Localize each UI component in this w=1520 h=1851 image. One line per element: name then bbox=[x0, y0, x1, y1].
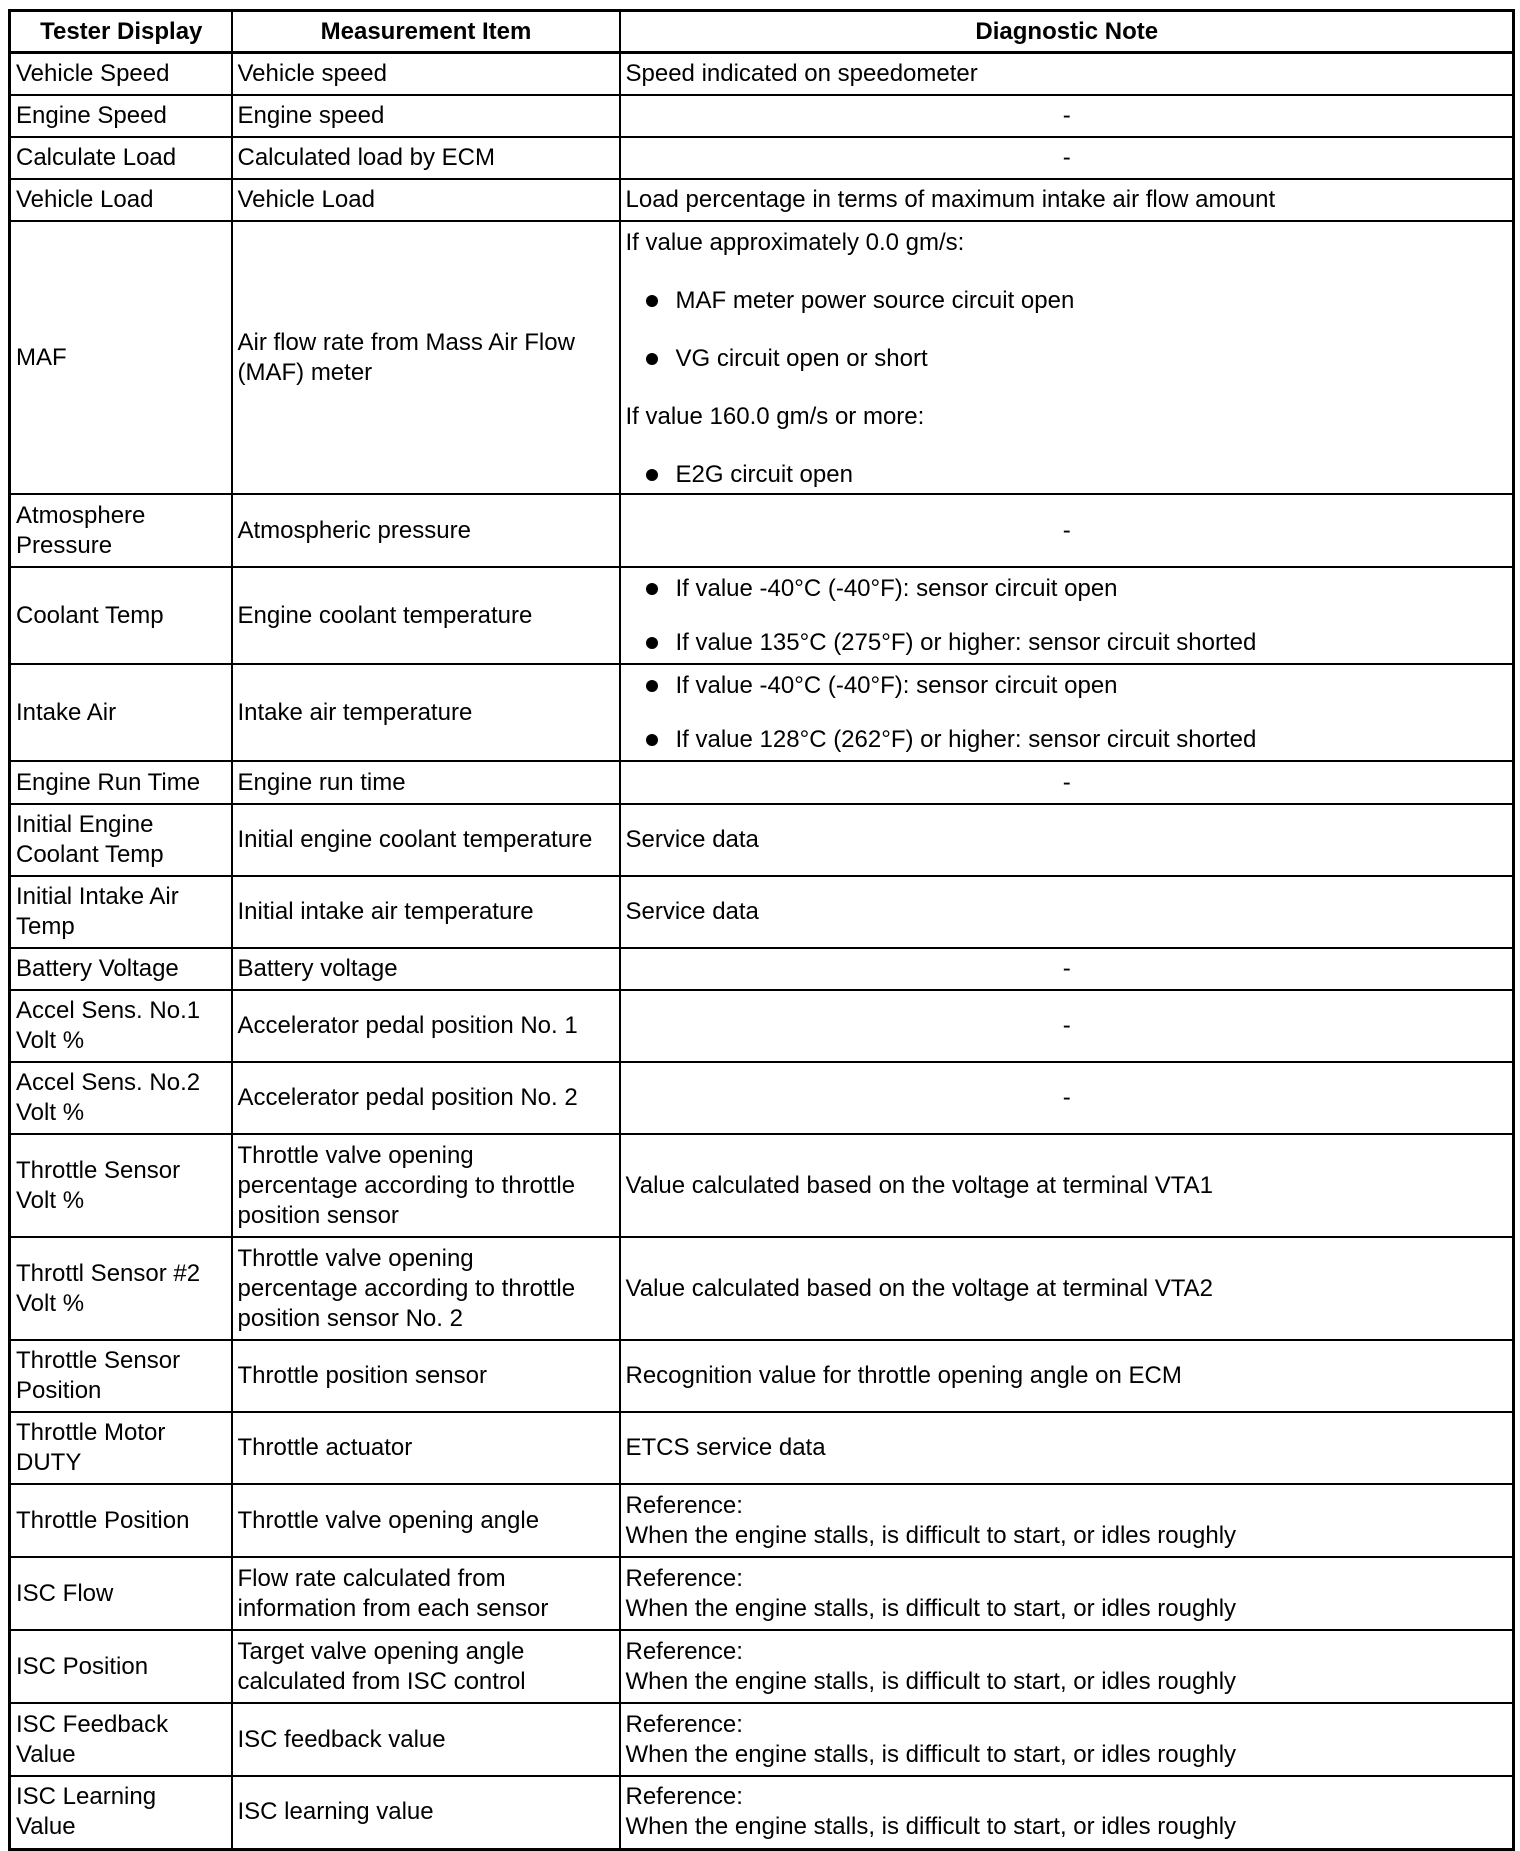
table-row bbox=[10, 1340, 1514, 1412]
diagnostic-note-cell: - bbox=[620, 95, 1514, 137]
diagnostic-note-cell bbox=[620, 221, 1514, 494]
header-diagnostic-note: Diagnostic Note bbox=[620, 11, 1514, 53]
note-bullet: E2G circuit open bbox=[626, 460, 1509, 490]
table-row bbox=[10, 179, 1514, 221]
note-bullet: MAF meter power source circuit open bbox=[626, 286, 1509, 316]
tester-display-cell: ISC Position bbox=[10, 1630, 232, 1703]
measurement-item-line: (MAF) meter bbox=[237, 358, 373, 386]
diagnostic-note-cell: - bbox=[620, 948, 1514, 990]
bullet-icon bbox=[646, 680, 658, 692]
table-row bbox=[10, 1703, 1514, 1776]
measurement-item-cell: Battery voltage bbox=[232, 948, 620, 990]
tester-display-cell: Coolant Temp bbox=[10, 567, 232, 664]
tester-display-cell: ISC Flow bbox=[10, 1557, 232, 1630]
tester-display-cell: Throttle Sensor Position bbox=[10, 1340, 232, 1412]
diagnostic-note-cell: ETCS service data bbox=[620, 1412, 1514, 1484]
table-row bbox=[10, 494, 1514, 567]
table-row bbox=[10, 761, 1514, 804]
bullet-icon bbox=[646, 353, 658, 365]
diagnostic-note-cell: Value calculated based on the voltage at terminal VTA2 bbox=[620, 1237, 1514, 1340]
tester-display-cell: Accel Sens. No.2 Volt % bbox=[10, 1062, 232, 1134]
diagnostic-note-cell: Speed indicated on speedometer bbox=[620, 53, 1514, 96]
diagnostic-note-cell: Recognition value for throttle opening angle on ECM bbox=[620, 1340, 1514, 1412]
tester-display-cell: Initial Intake Air Temp bbox=[10, 876, 232, 948]
diagnostic-note-cell: Load percentage in terms of maximum intake air flow amount bbox=[620, 179, 1514, 221]
tester-display-cell: Engine Run Time bbox=[10, 761, 232, 804]
data-list-page bbox=[8, 9, 1512, 1851]
diagnostic-note-cell: - bbox=[620, 761, 1514, 804]
bullet-icon bbox=[646, 734, 658, 746]
diagnostic-note-cell: Reference: When the engine stalls, is difficult to start, or idles roughly bbox=[620, 1776, 1514, 1849]
header-tester-display: Tester Display bbox=[10, 11, 232, 53]
measurement-item-cell: Accelerator pedal position No. 2 bbox=[232, 1062, 620, 1134]
tester-display-cell: Intake Air bbox=[10, 664, 232, 761]
diagnostic-note-cell: Reference: When the engine stalls, is difficult to start, or idles roughly bbox=[620, 1703, 1514, 1776]
tester-display-cell: Throttle Position bbox=[10, 1484, 232, 1557]
table-row bbox=[10, 567, 1514, 664]
note-bullet: If value 135°C (275°F) or higher: sensor circuit shorted bbox=[626, 628, 1509, 658]
tester-display-cell: Vehicle Speed bbox=[10, 53, 232, 96]
tester-display-cell: ISC Learning Value bbox=[10, 1776, 232, 1849]
table-row bbox=[10, 664, 1514, 761]
note-bullet: If value 128°C (262°F) or higher: sensor circuit shorted bbox=[626, 725, 1509, 755]
bullet-icon bbox=[646, 637, 658, 649]
table-row bbox=[10, 1630, 1514, 1703]
tester-display-cell: Calculate Load bbox=[10, 137, 232, 179]
header-row bbox=[10, 11, 1514, 53]
note-bullet: VG circuit open or short bbox=[626, 344, 1509, 374]
diagnostic-note-cell bbox=[620, 567, 1514, 664]
diagnostic-note-cell: Service data bbox=[620, 876, 1514, 948]
note-paragraph: If value 160.0 gm/s or more: bbox=[625, 403, 925, 430]
tester-display-cell: Atmosphere Pressure bbox=[10, 494, 232, 567]
tester-display-cell: MAF bbox=[10, 221, 232, 494]
diagnostic-note-cell: Value calculated based on the voltage at terminal VTA1 bbox=[620, 1134, 1514, 1237]
measurement-item-cell: Flow rate calculated from information from each sensor bbox=[232, 1557, 620, 1630]
diagnostic-note-cell: - bbox=[620, 494, 1514, 567]
tester-display-cell: Throttle Sensor Volt % bbox=[10, 1134, 232, 1237]
measurement-item-cell: Throttle actuator bbox=[232, 1412, 620, 1484]
measurement-item-cell: ISC learning value bbox=[232, 1776, 620, 1849]
note-paragraph: If value approximately 0.0 gm/s: bbox=[625, 229, 965, 256]
measurement-item-cell: Atmospheric pressure bbox=[232, 494, 620, 567]
table-row bbox=[10, 1557, 1514, 1630]
measurement-item-line: Air flow rate from Mass Air Flow bbox=[237, 328, 575, 356]
diagnostic-note-cell: - bbox=[620, 1062, 1514, 1134]
table-row bbox=[10, 1237, 1514, 1340]
measurement-item-cell: ISC feedback value bbox=[232, 1703, 620, 1776]
tester-data-table bbox=[8, 9, 1515, 1851]
tester-display-cell: Throttl Sensor #2 Volt % bbox=[10, 1237, 232, 1340]
table-row bbox=[10, 804, 1514, 876]
diagnostic-note-cell: Reference: When the engine stalls, is difficult to start, or idles roughly bbox=[620, 1484, 1514, 1557]
table-row bbox=[10, 221, 1514, 494]
measurement-item-cell: Engine speed bbox=[232, 95, 620, 137]
table-row bbox=[10, 1484, 1514, 1557]
diagnostic-note-cell bbox=[620, 664, 1514, 761]
measurement-item-cell: Engine coolant temperature bbox=[232, 567, 620, 664]
bullet-icon bbox=[646, 583, 658, 595]
table-row bbox=[10, 53, 1514, 96]
measurement-item-cell bbox=[232, 221, 620, 494]
measurement-item-cell: Engine run time bbox=[232, 761, 620, 804]
bullet-icon bbox=[646, 295, 658, 307]
table-row bbox=[10, 137, 1514, 179]
measurement-item-cell: Vehicle Load bbox=[232, 179, 620, 221]
table-row bbox=[10, 990, 1514, 1062]
tester-display-cell: Initial Engine Coolant Temp bbox=[10, 804, 232, 876]
measurement-item-cell: Throttle valve opening percentage according to throttle position sensor No. 2 bbox=[232, 1237, 620, 1340]
table-row bbox=[10, 1412, 1514, 1484]
table-row bbox=[10, 1776, 1514, 1849]
tester-display-cell: Vehicle Load bbox=[10, 179, 232, 221]
note-bullet: If value -40°C (-40°F): sensor circuit open bbox=[626, 574, 1509, 604]
diagnostic-note-cell: Reference: When the engine stalls, is difficult to start, or idles roughly bbox=[620, 1557, 1514, 1630]
measurement-item-cell: Vehicle speed bbox=[232, 53, 620, 96]
measurement-item-cell: Throttle valve opening angle bbox=[232, 1484, 620, 1557]
measurement-item-cell: Initial engine coolant temperature bbox=[232, 804, 620, 876]
tester-display-cell: ISC Feedback Value bbox=[10, 1703, 232, 1776]
note-bullet: If value -40°C (-40°F): sensor circuit open bbox=[626, 671, 1509, 701]
bullet-icon bbox=[646, 469, 658, 481]
measurement-item-cell: Throttle valve opening percentage according to throttle position sensor bbox=[232, 1134, 620, 1237]
measurement-item-cell: Calculated load by ECM bbox=[232, 137, 620, 179]
measurement-item-cell: Target valve opening angle calculated from ISC control bbox=[232, 1630, 620, 1703]
measurement-item-cell: Initial intake air temperature bbox=[232, 876, 620, 948]
table-row bbox=[10, 948, 1514, 990]
table-row bbox=[10, 95, 1514, 137]
header-measurement-item: Measurement Item bbox=[232, 11, 620, 53]
table-row bbox=[10, 1062, 1514, 1134]
measurement-item-cell: Throttle position sensor bbox=[232, 1340, 620, 1412]
measurement-item-cell: Intake air temperature bbox=[232, 664, 620, 761]
tester-display-cell: Throttle Motor DUTY bbox=[10, 1412, 232, 1484]
measurement-item-cell: Accelerator pedal position No. 1 bbox=[232, 990, 620, 1062]
table-row bbox=[10, 1134, 1514, 1237]
diagnostic-note-cell: - bbox=[620, 137, 1514, 179]
tester-display-cell: Battery Voltage bbox=[10, 948, 232, 990]
tester-display-cell: Engine Speed bbox=[10, 95, 232, 137]
table-row bbox=[10, 876, 1514, 948]
diagnostic-note-cell: - bbox=[620, 990, 1514, 1062]
diagnostic-note-cell: Service data bbox=[620, 804, 1514, 876]
diagnostic-note-cell: Reference: When the engine stalls, is difficult to start, or idles roughly bbox=[620, 1630, 1514, 1703]
tester-display-cell: Accel Sens. No.1 Volt % bbox=[10, 990, 232, 1062]
